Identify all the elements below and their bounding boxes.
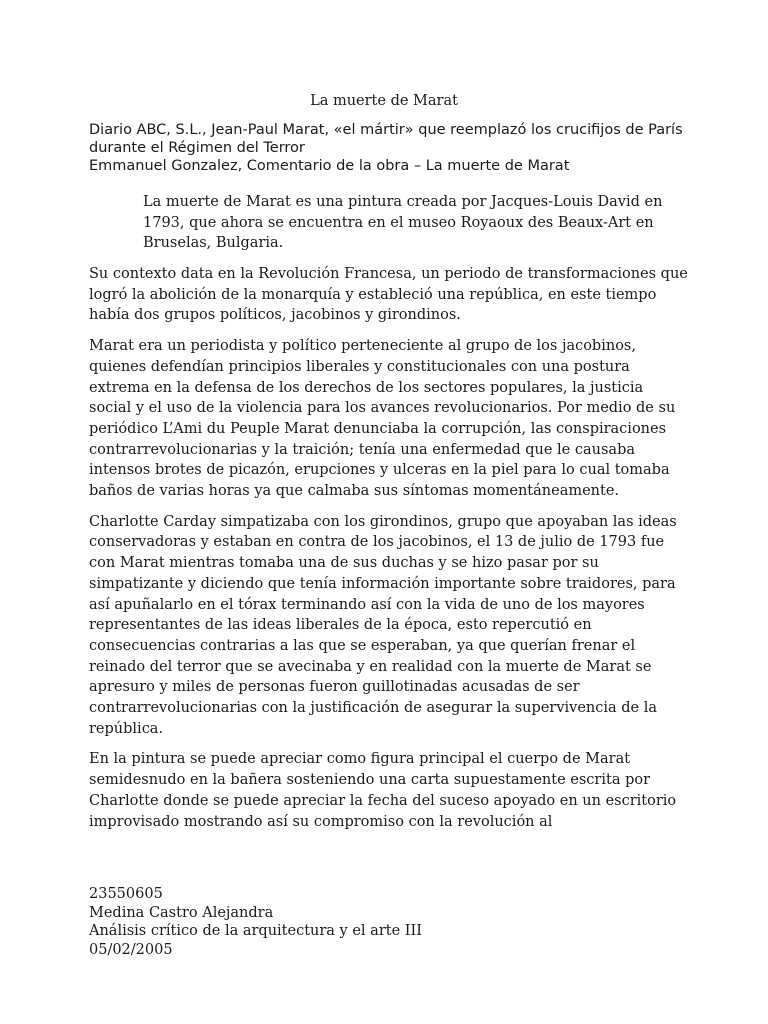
footer-id: 23550605 [89, 886, 163, 902]
paragraph: Su contexto data en la Revolución Francesa, un periodo de transformaciones que logró la abolición de la monarquía y estableció una república, en este tiempo había dos grupos políticos, jacobinos y girondinos. [89, 266, 688, 324]
footer-author: Medina Castro Alejandra [89, 904, 274, 921]
document-title: La muerte de Marat [310, 93, 458, 109]
source-entry: Emmanuel Gonzalez, Comentario de la obra – La muerte de Marat [89, 158, 570, 174]
footer-course: Análisis crítico de la arquitectura y el arte III [89, 923, 422, 939]
body-text [89, 264, 689, 842]
paragraph: Charlotte Carday simpatizaba con los girondinos, grupo que apoyaban las ideas conservadoras y estaban en contra de los jacobinos, el 13 de julio de 1793 fue con Marat mientras tomaba una de sus duchas y se hizo pasar por su simpatizante y diciendo que tenía información importante sobre traidores, para así apuñalarlo en el tórax terminando así con la vida de uno de los mayores representantes de las ideas liberales de la época, esto repercutió en consecuencias contrarias a las que se esperaban, ya que querían frenar el reinado del terror que se avecinaba y en realidad con la muerte de Marat se apresuro y miles de personas fueron guillotinadas acusadas de ser contrarrevolucionarias con la justificación de asegurar la supervivencia de la república. [89, 513, 677, 737]
block-quote: La muerte de Marat es una pintura creada por Jacques-Louis David en 1793, que ahora se encuentra en el museo Royaoux des Beaux-Art en Bruselas, Bulgaria. [143, 194, 663, 252]
paragraph: En la pintura se puede apreciar como figura principal el cuerpo de Marat semidesnudo en la bañera sosteniendo una carta supuestamente escrita por Charlotte donde se puede apreciar la fecha del suceso apoyado en un escritorio improvisado mostrando así su compromiso con la revolución al [89, 751, 677, 830]
source-entry: Diario ABC, S.L., Jean-Paul Marat, «el mártir» que reemplazó los crucifijos de París durante el Régimen del Terror [89, 122, 683, 156]
footer-info [89, 885, 689, 959]
sources-list [89, 121, 689, 175]
footer-date: 05/02/2005 [89, 941, 173, 958]
paragraph: Marat era un periodista y político perteneciente al grupo de los jacobinos, quienes defendían principios liberales y constitucionales con una postura extrema en la defensa de los derechos de los sectores populares, la justicia social y el uso de la violencia para los avances revolucionarios. Por medio de su periódico L’Ami du Peuple Marat denunciaba la corrupción, las conspiraciones contrarrevolucionarias y la traición; tenía una enfermedad que le causaba intensos brotes de picazón, erupciones y ulceras en la piel para lo cual tomaba baños de varias horas ya que calmaba sus síntomas momentáneamente. [89, 338, 676, 500]
